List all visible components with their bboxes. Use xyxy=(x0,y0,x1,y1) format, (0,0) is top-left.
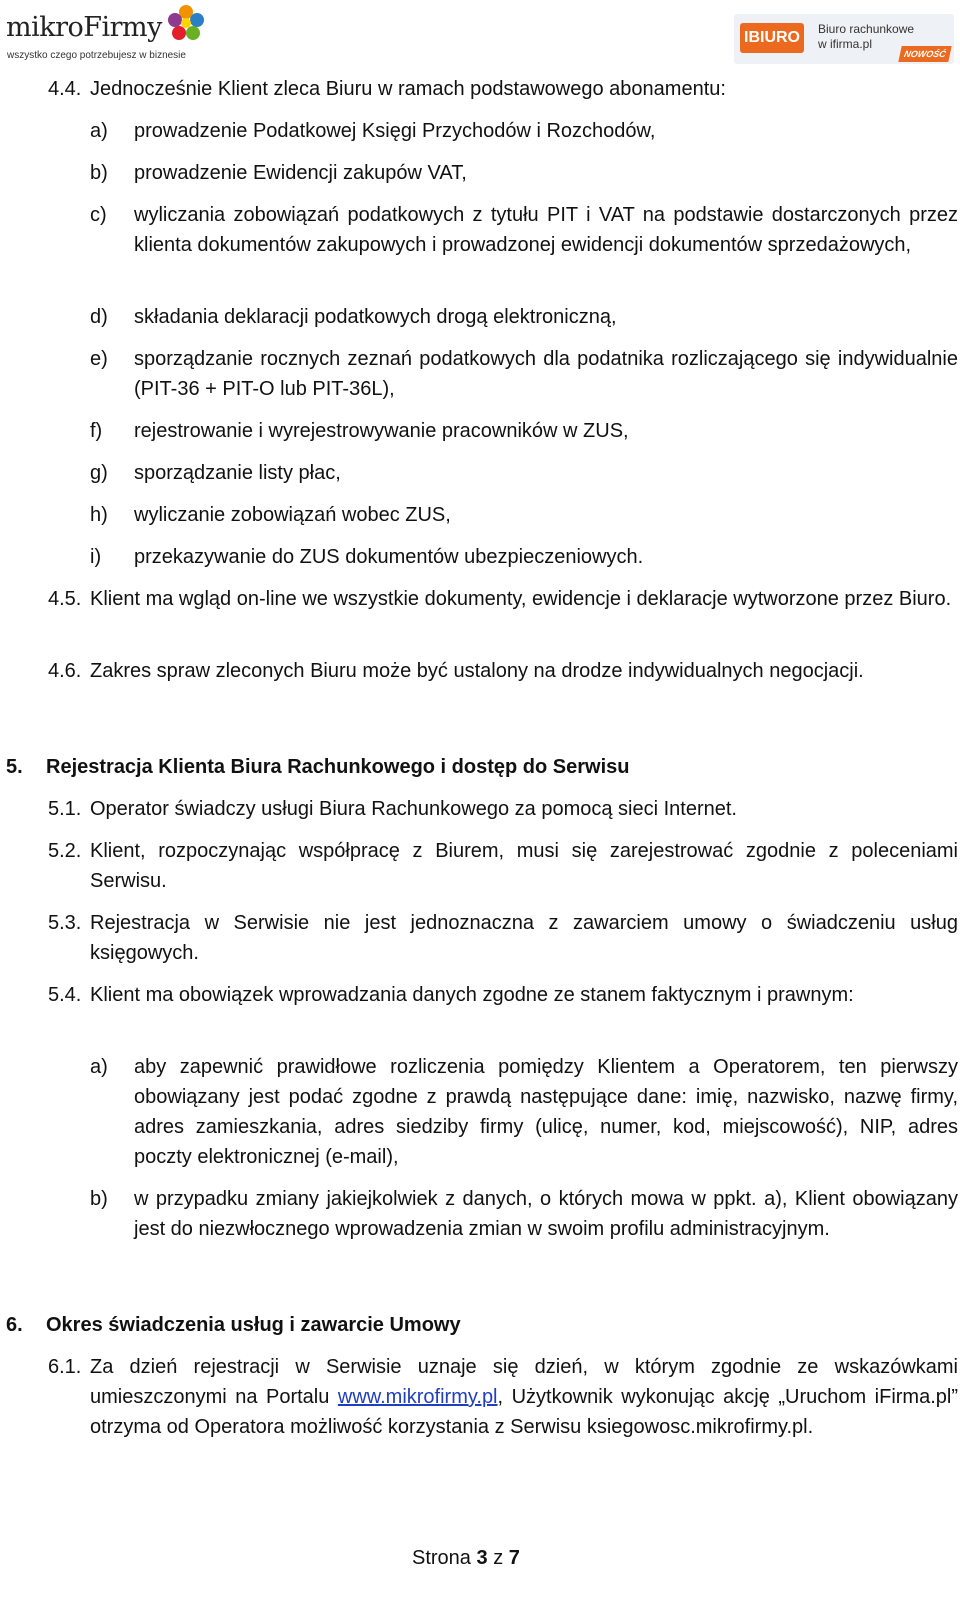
list-item-label: h) xyxy=(90,504,108,526)
list-item-text: w przypadku zmiany jakiejkolwiek z danych, o których mowa w ppkt. a), Klient obowiązany jest do niezwłocznego wprowadzenia zmian w swoim profilu administracyjnym. xyxy=(134,1188,958,1240)
paragraph-text: Zakres spraw zleconych Biuru może być ustalony na drodze indywidualnych negocjacji. xyxy=(90,660,864,682)
list-item-label: g) xyxy=(90,462,108,484)
list-item-text: aby zapewnić prawidłowe rozliczenia pomiędzy Klientem a Operatorem, ten pierwszy obowiązany jest podać zgodne z prawdą następujące dane: imię, nazwisko, nazwę firmy, adres zamieszkania, adres siedziby firmy (ulicę, numer, kod, miejscowość), NIP, adres poczty elektronicznej (e-mail), xyxy=(134,1056,958,1168)
paragraph-number: 5.2. xyxy=(48,840,82,862)
paragraph-4-6 xyxy=(48,656,958,686)
ibiuro-logo[interactable] xyxy=(734,14,954,64)
logo-brand-text: mikroFirmy xyxy=(6,12,162,43)
list-item-text: sporządzanie rocznych zeznań podatkowych dla podatnika rozliczającego się indywidualnie (PIT-36 + PIT-O lub PIT-36L), xyxy=(134,348,958,400)
paragraph-text: Operator świadczy usługi Biura Rachunkowego za pomocą sieci Internet. xyxy=(90,798,737,820)
list-item xyxy=(90,344,958,404)
list-item-text: składania deklaracji podatkowych drogą elektroniczną, xyxy=(134,306,617,328)
paragraph-6-1 xyxy=(48,1352,958,1442)
list-item xyxy=(90,500,958,530)
mikrofirmy-logo[interactable] xyxy=(6,2,206,64)
ibiuro-caption-1: Biuro rachunkowe xyxy=(818,22,915,36)
list-item-label: b) xyxy=(90,1188,108,1210)
section-heading-6 xyxy=(6,1310,906,1340)
paragraph-5-3 xyxy=(48,908,958,968)
list-item xyxy=(90,542,958,572)
paragraph-text-part: , Użytkownik wykonując akcję „Uruchom iFirma.pl” otrzyma od Operatora możliwość korzystania z Serwisu ksiegowosc.mikrofirmy.pl. xyxy=(90,1386,958,1438)
paragraph-number: 4.6. xyxy=(48,660,82,682)
paragraph-number: 4.5. xyxy=(48,588,82,610)
list-item xyxy=(90,116,958,146)
list-item-label: f) xyxy=(90,420,103,442)
list-item-label: i) xyxy=(90,546,102,568)
list-item-label: d) xyxy=(90,306,108,328)
paragraph-5-4 xyxy=(48,980,958,1010)
list-item-label: c) xyxy=(90,204,107,226)
mikrofirmy-link[interactable]: www.mikrofirmy.pl xyxy=(337,1386,498,1408)
list-item-text: rejestrowanie i wyrejestrowywanie pracowników w ZUS, xyxy=(134,420,629,442)
list-item-text: prowadzenie Ewidencji zakupów VAT, xyxy=(134,162,467,184)
list-item-label: a) xyxy=(90,1056,108,1078)
list-item xyxy=(90,416,958,446)
paragraph-4-5 xyxy=(48,584,958,614)
list-item-label: e) xyxy=(90,348,108,370)
paragraph-4-4 xyxy=(48,74,958,104)
flower-emblem-icon xyxy=(163,2,209,44)
paragraph-text xyxy=(90,1352,958,1442)
page-footer xyxy=(412,1543,520,1573)
list-item-label: a) xyxy=(90,120,108,142)
paragraph-number: 5.4. xyxy=(48,984,82,1006)
paragraph-text: Klient ma wgląd on-line we wszystkie dokumenty, ewidencje i deklaracje wytworzone przez Biuro. xyxy=(90,588,952,610)
paragraph-number: 4.4. xyxy=(48,78,82,100)
list-item xyxy=(90,458,958,488)
list-item-text: wyliczanie zobowiązań wobec ZUS, xyxy=(134,504,451,526)
paragraph-number: 6.1. xyxy=(48,1356,82,1378)
paragraph-text-part: Za dzień rejestracji w Serwisie uznaje się dzień, w którym zgodnie ze wskazówkami umieszczonymi na Portalu xyxy=(90,1356,958,1408)
paragraph-text: Jednocześnie Klient zleca Biuru w ramach podstawowego abonamentu: xyxy=(90,78,726,100)
list-item-text: sporządzanie listy płac, xyxy=(134,462,341,484)
section-heading-5 xyxy=(6,752,906,782)
paragraph-text: Klient ma obowiązek wprowadzania danych zgodne ze stanem faktycznym i prawnym: xyxy=(90,984,854,1006)
list-item-label: b) xyxy=(90,162,108,184)
list-item-text: prowadzenie Podatkowej Księgi Przychodów i Rozchodów, xyxy=(134,120,656,142)
new-badge: NOWOŚĆ xyxy=(898,46,951,62)
footer-current-page: 3 xyxy=(476,1547,488,1569)
paragraph-text: Klient, rozpoczynając współpracę z Biurem, musi się zarejestrować zgodnie z poleceniami Serwisu. xyxy=(90,840,958,892)
footer-separator: z xyxy=(493,1547,504,1569)
list-item xyxy=(90,1052,958,1172)
paragraph-text: Rejestracja w Serwisie nie jest jednoznaczna z zawarciem umowy o świadczeniu usług księgowych. xyxy=(90,912,958,964)
ibiuro-caption-2: w ifirma.pl xyxy=(818,37,873,51)
list-item xyxy=(90,302,958,332)
list-item-text: wyliczania zobowiązań podatkowych z tytułu PIT i VAT na podstawie dostarczonych przez klienta dokumentów zakupowych i prowadzonej ewidencji dokumentów sprzedażowych, xyxy=(134,204,958,256)
list-item xyxy=(90,158,958,188)
paragraph-5-1 xyxy=(48,794,958,824)
section-title: Okres świadczenia usług i zawarcie Umowy xyxy=(46,1314,461,1336)
section-number: 5. xyxy=(6,756,23,778)
footer-total-pages: 7 xyxy=(508,1547,520,1569)
section-number: 6. xyxy=(6,1314,23,1336)
footer-prefix: Strona xyxy=(412,1547,471,1569)
paragraph-5-2 xyxy=(48,836,958,896)
list-item xyxy=(90,1184,958,1244)
ibiuro-badge: IBIURO xyxy=(740,23,804,53)
logo-tagline: wszystko czego potrzebujesz w biznesie xyxy=(7,50,186,61)
section-title: Rejestracja Klienta Biura Rachunkowego i dostęp do Serwisu xyxy=(46,756,630,778)
paragraph-number: 5.1. xyxy=(48,798,82,820)
paragraph-number: 5.3. xyxy=(48,912,82,934)
list-item-text: przekazywanie do ZUS dokumentów ubezpieczeniowych. xyxy=(134,546,644,568)
list-item xyxy=(90,200,958,260)
